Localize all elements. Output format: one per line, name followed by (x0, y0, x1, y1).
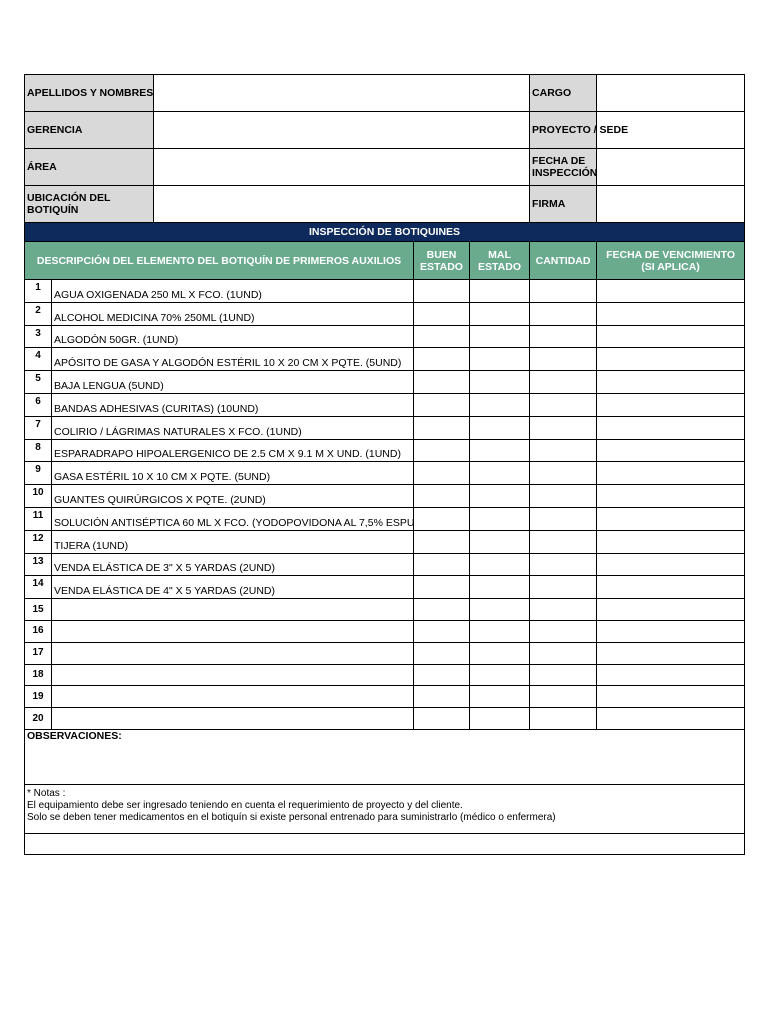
table-row (25, 280, 745, 303)
item-description[interactable] (52, 708, 414, 730)
fecha-vencimiento-cell[interactable] (597, 439, 745, 462)
cantidad-cell[interactable] (530, 507, 597, 530)
fecha-inspeccion-label: FECHA DE INSPECCIÓN (530, 149, 597, 186)
observaciones-field[interactable]: OBSERVACIONES: (25, 729, 745, 784)
column-header-row (25, 242, 745, 280)
col-header-cantidad: CANTIDAD (530, 242, 597, 280)
mal-estado-cell[interactable] (470, 371, 530, 394)
buen-estado-cell[interactable] (414, 462, 470, 485)
table-row (25, 620, 745, 642)
col-header-mal-estado: MAL ESTADO (470, 242, 530, 280)
mal-estado-cell[interactable] (470, 686, 530, 708)
fecha-vencimiento-cell[interactable] (597, 348, 745, 371)
item-description[interactable]: BANDAS ADHESIVAS (CURITAS) (10UND) (52, 393, 414, 416)
table-row (25, 599, 745, 621)
form-table (24, 74, 745, 855)
fecha-inspeccion-field[interactable] (597, 149, 745, 186)
cantidad-cell[interactable] (530, 620, 597, 642)
fecha-vencimiento-cell[interactable] (597, 664, 745, 686)
mal-estado-cell[interactable] (470, 439, 530, 462)
header-row-4 (25, 186, 745, 223)
col-header-fecha-vencimiento: FECHA DE VENCIMIENTO (SI APLICA) (597, 242, 745, 280)
item-number: 11 (25, 507, 52, 530)
fecha-vencimiento-cell[interactable] (597, 325, 745, 348)
buen-estado-cell[interactable] (414, 371, 470, 394)
item-description[interactable]: TIJERA (1UND) (52, 530, 414, 553)
table-row (25, 416, 745, 439)
table-row (25, 302, 745, 325)
mal-estado-cell[interactable] (470, 553, 530, 576)
col-header-buen-estado: BUEN ESTADO (414, 242, 470, 280)
observaciones-row (25, 729, 745, 784)
buen-estado-cell[interactable] (414, 530, 470, 553)
cantidad-cell[interactable] (530, 439, 597, 462)
item-description[interactable] (52, 686, 414, 708)
cantidad-cell[interactable] (530, 485, 597, 508)
item-description[interactable]: GUANTES QUIRÚRGICOS X PQTE. (2UND) (52, 485, 414, 508)
item-number: 19 (25, 686, 52, 708)
section-title: INSPECCIÓN DE BOTIQUINES (25, 223, 745, 242)
buen-estado-cell[interactable] (414, 553, 470, 576)
buen-estado-cell[interactable] (414, 325, 470, 348)
item-description[interactable]: ESPARADRAPO HIPOALERGENICO DE 2.5 CM X 9.1 M X UND. (1UND) (52, 439, 414, 462)
cantidad-cell[interactable] (530, 416, 597, 439)
table-row (25, 530, 745, 553)
table-row (25, 576, 745, 599)
table-row (25, 393, 745, 416)
table-row (25, 485, 745, 508)
gerencia-field[interactable] (154, 112, 530, 149)
cantidad-cell[interactable] (530, 642, 597, 664)
fecha-vencimiento-cell[interactable] (597, 620, 745, 642)
table-row (25, 664, 745, 686)
buen-estado-cell[interactable] (414, 642, 470, 664)
table-row (25, 348, 745, 371)
mal-estado-cell[interactable] (470, 280, 530, 303)
blank-footer-cell (25, 833, 745, 854)
cantidad-cell[interactable] (530, 664, 597, 686)
table-row (25, 439, 745, 462)
item-number: 17 (25, 642, 52, 664)
item-number: 15 (25, 599, 52, 621)
inspection-form (24, 74, 744, 855)
buen-estado-cell[interactable] (414, 348, 470, 371)
mal-estado-cell[interactable] (470, 462, 530, 485)
fecha-vencimiento-cell[interactable] (597, 530, 745, 553)
buen-estado-cell[interactable] (414, 485, 470, 508)
fecha-vencimiento-cell[interactable] (597, 393, 745, 416)
fecha-vencimiento-cell[interactable] (597, 462, 745, 485)
item-number: 1 (25, 280, 52, 303)
mal-estado-cell[interactable] (470, 599, 530, 621)
item-number: 16 (25, 620, 52, 642)
item-number: 9 (25, 462, 52, 485)
buen-estado-cell[interactable] (414, 599, 470, 621)
cantidad-cell[interactable] (530, 371, 597, 394)
item-description[interactable]: BAJA LENGUA (5UND) (52, 371, 414, 394)
item-description[interactable]: APÓSITO DE GASA Y ALGODÓN ESTÉRIL 10 X 20 CM X PQTE. (5UND) (52, 348, 414, 371)
table-row (25, 553, 745, 576)
fecha-vencimiento-cell[interactable] (597, 576, 745, 599)
item-number: 6 (25, 393, 52, 416)
firma-label: FIRMA (530, 186, 597, 223)
buen-estado-cell[interactable] (414, 576, 470, 599)
ubicacion-field[interactable] (154, 186, 530, 223)
blank-row (25, 833, 745, 854)
items-body (25, 280, 745, 730)
header-row-2 (25, 112, 745, 149)
mal-estado-cell[interactable] (470, 664, 530, 686)
col-header-descripcion: DESCRIPCIÓN DEL ELEMENTO DEL BOTIQUÍN DE PRIMEROS AUXILIOS (25, 242, 414, 280)
item-number: 14 (25, 576, 52, 599)
table-row (25, 325, 745, 348)
mal-estado-cell[interactable] (470, 348, 530, 371)
notes-line-2: Solo se deben tener medicamentos en el botiquín si existe personal entrenado para suministrarlo (médico o enfermera) (27, 811, 556, 823)
cantidad-cell[interactable] (530, 302, 597, 325)
cantidad-cell[interactable] (530, 576, 597, 599)
mal-estado-cell[interactable] (470, 507, 530, 530)
notes-block (25, 784, 745, 833)
fecha-vencimiento-cell[interactable] (597, 599, 745, 621)
header-row-3 (25, 149, 745, 186)
mal-estado-cell[interactable] (470, 642, 530, 664)
table-row (25, 708, 745, 730)
buen-estado-cell[interactable] (414, 708, 470, 730)
buen-estado-cell[interactable] (414, 507, 470, 530)
cargo-label: CARGO (530, 75, 597, 112)
item-number: 10 (25, 485, 52, 508)
item-number: 13 (25, 553, 52, 576)
item-description[interactable] (52, 599, 414, 621)
item-description[interactable]: ALGODÓN 50GR. (1UND) (52, 325, 414, 348)
item-description[interactable] (52, 642, 414, 664)
cantidad-cell[interactable] (530, 708, 597, 730)
area-label: ÁREA (25, 149, 154, 186)
item-number: 8 (25, 439, 52, 462)
fecha-vencimiento-cell[interactable] (597, 416, 745, 439)
item-number: 2 (25, 302, 52, 325)
cargo-field[interactable] (597, 75, 745, 112)
section-banner-row (25, 223, 745, 242)
item-number: 18 (25, 664, 52, 686)
cantidad-cell[interactable] (530, 462, 597, 485)
item-description[interactable]: GASA ESTÉRIL 10 X 10 CM X PQTE. (5UND) (52, 462, 414, 485)
table-row (25, 686, 745, 708)
notes-line-1: El equipamiento debe ser ingresado teniendo en cuenta el requerimiento de proyecto y del cliente. (27, 799, 463, 811)
fecha-vencimiento-cell[interactable] (597, 280, 745, 303)
item-description[interactable]: VENDA ELÁSTICA DE 4" X 5 YARDAS (2UND) (52, 576, 414, 599)
cantidad-cell[interactable] (530, 599, 597, 621)
cantidad-cell[interactable] (530, 280, 597, 303)
mal-estado-cell[interactable] (470, 576, 530, 599)
buen-estado-cell[interactable] (414, 416, 470, 439)
buen-estado-cell[interactable] (414, 686, 470, 708)
header-row-1 (25, 75, 745, 112)
item-number: 20 (25, 708, 52, 730)
item-description[interactable]: SOLUCIÓN ANTISÉPTICA 60 ML X FCO. (YODOPOVIDONA AL 7,5% ESPU (52, 507, 414, 530)
apellidos-field[interactable] (154, 75, 530, 112)
fecha-vencimiento-cell[interactable] (597, 642, 745, 664)
item-number: 12 (25, 530, 52, 553)
fecha-vencimiento-cell[interactable] (597, 507, 745, 530)
table-row (25, 642, 745, 664)
item-description[interactable]: VENDA ELÁSTICA DE 3" X 5 YARDAS (2UND) (52, 553, 414, 576)
firma-field[interactable] (597, 186, 745, 223)
buen-estado-cell[interactable] (414, 302, 470, 325)
notes-heading: * Notas : (27, 787, 66, 799)
cantidad-cell[interactable] (530, 530, 597, 553)
buen-estado-cell[interactable] (414, 620, 470, 642)
item-description[interactable]: COLIRIO / LÁGRIMAS NATURALES X FCO. (1UND) (52, 416, 414, 439)
mal-estado-cell[interactable] (470, 302, 530, 325)
item-description[interactable] (52, 664, 414, 686)
mal-estado-cell[interactable] (470, 620, 530, 642)
mal-estado-cell[interactable] (470, 708, 530, 730)
cantidad-cell[interactable] (530, 393, 597, 416)
apellidos-label: APELLIDOS Y NOMBRES (25, 75, 154, 112)
buen-estado-cell[interactable] (414, 393, 470, 416)
fecha-vencimiento-cell[interactable] (597, 302, 745, 325)
mal-estado-cell[interactable] (470, 325, 530, 348)
table-row (25, 507, 745, 530)
fecha-vencimiento-cell[interactable] (597, 553, 745, 576)
fecha-vencimiento-cell[interactable] (597, 708, 745, 730)
mal-estado-cell[interactable] (470, 530, 530, 553)
table-row (25, 462, 745, 485)
mal-estado-cell[interactable] (470, 393, 530, 416)
mal-estado-cell[interactable] (470, 485, 530, 508)
item-description[interactable]: ALCOHOL MEDICINA 70% 250ML (1UND) (52, 302, 414, 325)
table-row (25, 371, 745, 394)
item-number: 3 (25, 325, 52, 348)
buen-estado-cell[interactable] (414, 439, 470, 462)
fecha-vencimiento-cell[interactable] (597, 686, 745, 708)
area-field[interactable] (154, 149, 530, 186)
fecha-vencimiento-cell[interactable] (597, 485, 745, 508)
notes-row (25, 784, 745, 833)
proyecto-label: PROYECTO / SEDE (530, 112, 597, 149)
item-number: 7 (25, 416, 52, 439)
fecha-vencimiento-cell[interactable] (597, 371, 745, 394)
buen-estado-cell[interactable] (414, 664, 470, 686)
item-description[interactable]: AGUA OXIGENADA 250 ML X FCO. (1UND) (52, 280, 414, 303)
cantidad-cell[interactable] (530, 348, 597, 371)
cantidad-cell[interactable] (530, 553, 597, 576)
item-description[interactable] (52, 620, 414, 642)
item-number: 4 (25, 348, 52, 371)
cantidad-cell[interactable] (530, 686, 597, 708)
buen-estado-cell[interactable] (414, 280, 470, 303)
gerencia-label: GERENCIA (25, 112, 154, 149)
ubicacion-label: UBICACIÓN DEL BOTIQUÍN (25, 186, 154, 223)
mal-estado-cell[interactable] (470, 416, 530, 439)
cantidad-cell[interactable] (530, 325, 597, 348)
item-number: 5 (25, 371, 52, 394)
